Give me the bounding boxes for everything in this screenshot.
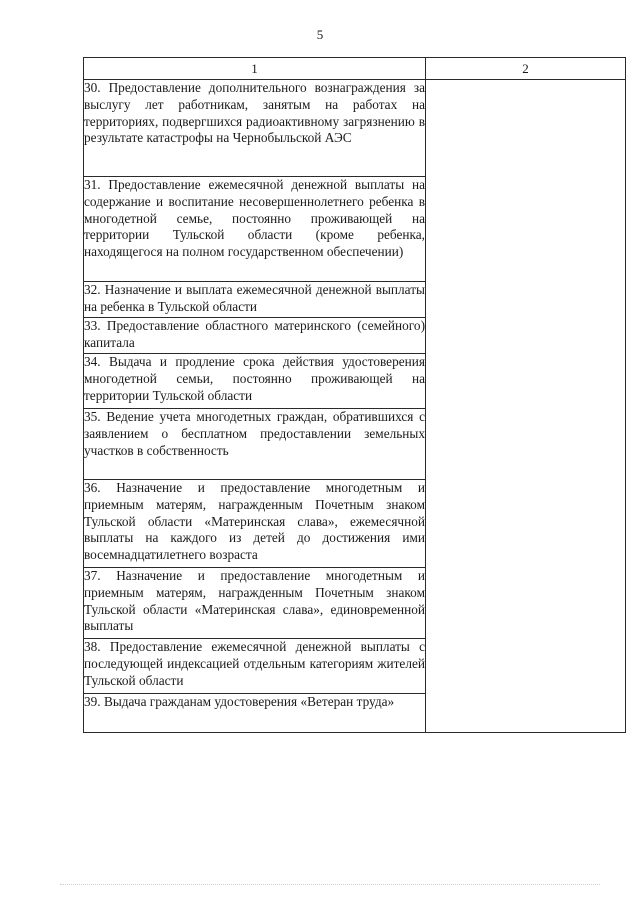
item-text: 30. Предоставление дополнительного вознаграждения за выслугу лет работникам, занятым на работах на территориях, подвергшихся радиоактивному загрязнению в результате катастрофы на Чернобыльской АЭС — [84, 80, 425, 146]
table-cell-item — [84, 694, 426, 733]
item-text: 37. Назначение и предоставление многодетным и приемным матерям, награжденным Почетным знаком Тульской области «Материнская слава», единовременной выплаты — [84, 568, 425, 634]
table-cell-item — [84, 568, 426, 639]
item-text: 35. Ведение учета многодетных граждан, обратившихся с заявлением о бесплатном предоставлении земельных участков в собственность — [84, 409, 425, 458]
table-row — [84, 80, 626, 177]
table-header-row — [84, 58, 626, 80]
item-text: 39. Выдача гражданам удостоверения «Ветеран труда» — [84, 694, 395, 709]
column-header-2: 2 — [426, 58, 626, 80]
item-text: 32. Назначение и выплата ежемесячной денежной выплаты на ребенка в Тульской области — [84, 282, 425, 314]
table-cell-item — [84, 480, 426, 568]
item-text: 38. Предоставление ежемесячной денежной выплаты с последующей индексацией отдельным категориям жителей Тульской области — [84, 639, 425, 688]
table-cell-item — [84, 318, 426, 354]
page-number: 5 — [316, 27, 324, 42]
table-cell-item — [84, 282, 426, 318]
table-cell-item — [84, 354, 426, 409]
table-cell-item — [84, 639, 426, 694]
item-text: 33. Предоставление областного материнского (семейного) капитала — [84, 318, 425, 350]
table-cell-item — [84, 80, 426, 177]
services-table — [83, 57, 626, 733]
table-cell-empty — [426, 80, 626, 733]
column-header-1: 1 — [84, 58, 426, 80]
item-text: 36. Назначение и предоставление многодетным и приемным матерям, награжденным Почетным знаком Тульской области «Материнская слава», ежемесячной выплаты на каждого из детей до достижения ими восемнадцатилетнего возраста — [84, 480, 425, 563]
scan-edge-line — [60, 884, 600, 885]
table-cell-item — [84, 177, 426, 282]
item-text: 34. Выдача и продление срока действия удостоверения многодетной семьи, постоянно проживающей на территории Тульской области — [84, 354, 425, 403]
item-text: 31. Предоставление ежемесячной денежной выплаты на содержание и воспитание несовершеннолетнего ребенка в многодетной семье, постоянно проживающей на территории Тульской области (кроме ребенка, находящегося на полном государственном обеспечении) — [84, 177, 425, 260]
table-cell-item — [84, 409, 426, 480]
